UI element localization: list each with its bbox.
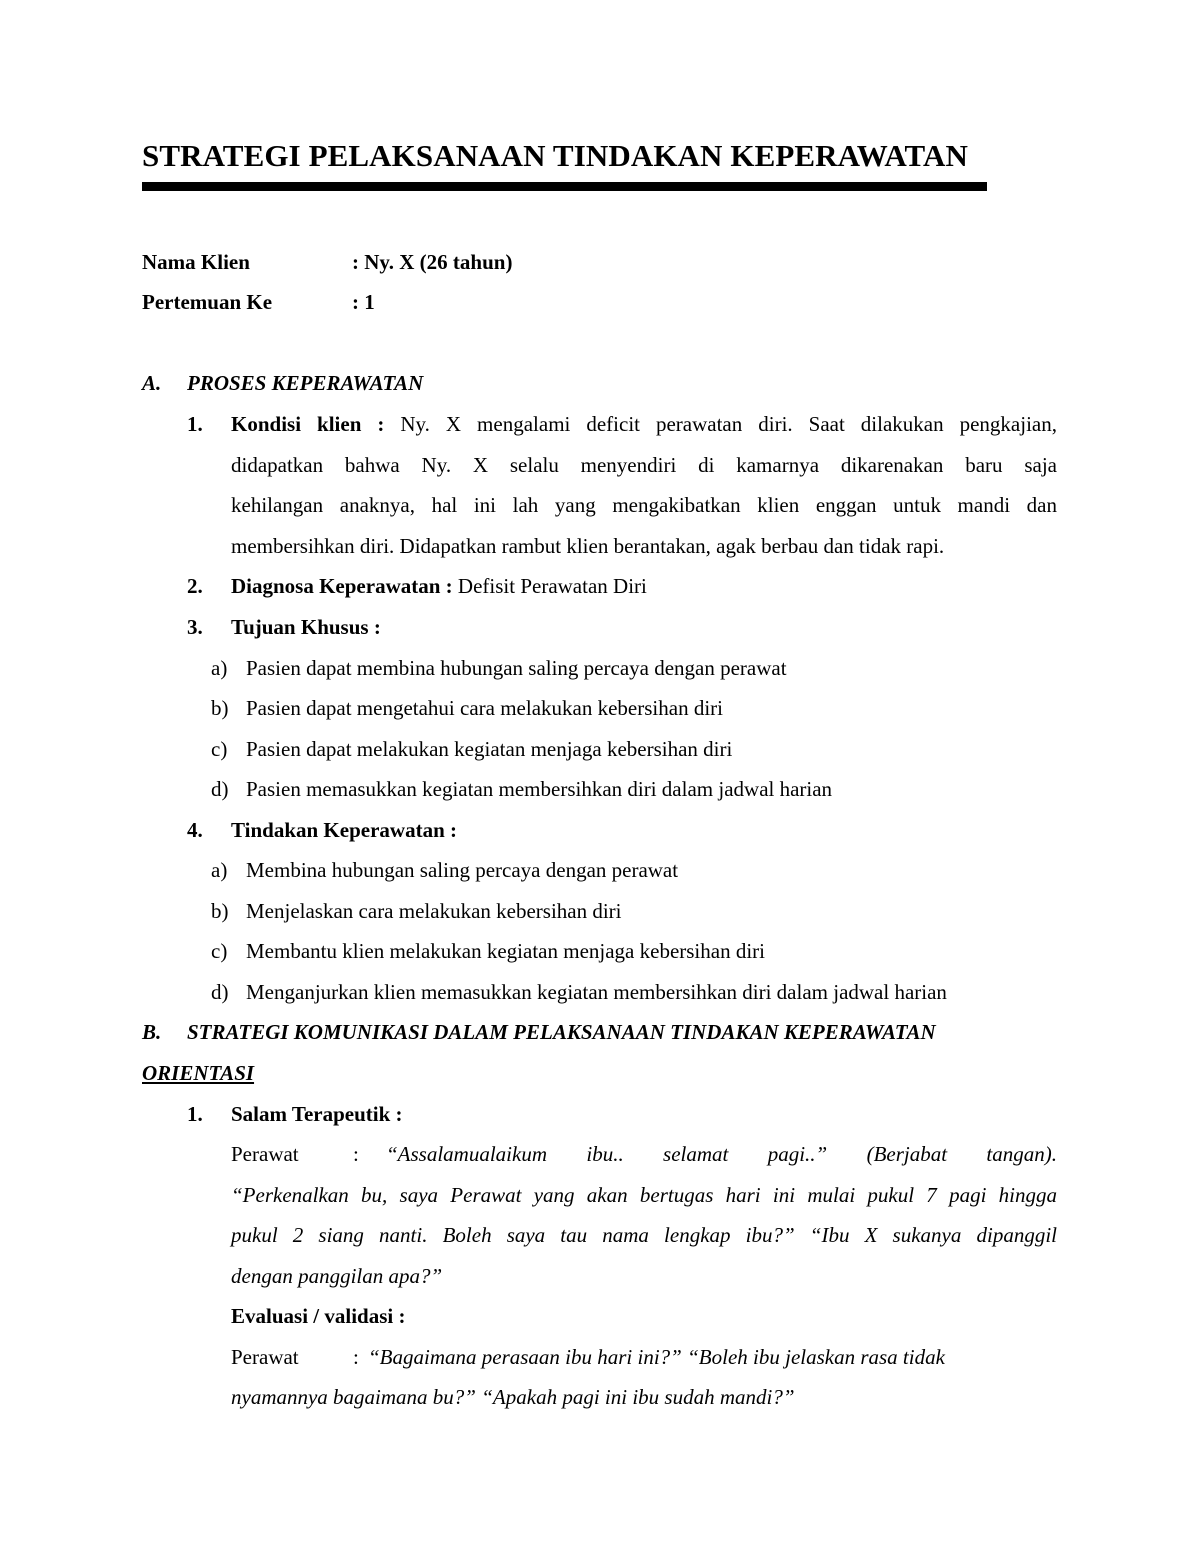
meeting-label: Pertemuan Ke (142, 290, 273, 314)
item-3b-text: Pasien dapat mengetahui cara melakukan kebersihan diri (246, 696, 723, 720)
meeting-value: : 1 (352, 290, 375, 314)
section-a-letter: A. (142, 371, 162, 395)
item-4a-text: Membina hubungan saling percaya dengan perawat (246, 858, 679, 882)
evaluasi-speaker: Perawat (231, 1345, 299, 1369)
item-3c-letter: c) (211, 737, 228, 761)
item-1-first-line (231, 410, 1057, 438)
item-3-label: Tujuan Khusus (231, 615, 369, 639)
evaluasi-label: Evaluasi / validasi (231, 1304, 394, 1328)
evaluasi-line-1: “Bagaimana perasaan ibu hari ini?” “Boleh ibu jelaskan rasa tidak (368, 1345, 945, 1369)
item-4c-text: Membantu klien melakukan kegiatan menjaga kebersihan diri (246, 939, 765, 963)
b-item-1-separator: : (390, 1102, 403, 1126)
page-title: STRATEGI PELAKSANAAN TINDAKAN KEPERAWATAN (142, 138, 969, 173)
item-1-number: 1. (187, 412, 203, 436)
evaluasi-line-2: nyamannya bagaimana bu?” “Apakah pagi ini ibu sudah mandi?” (231, 1385, 795, 1409)
item-3-separator: : (368, 615, 381, 639)
item-3-heading (231, 613, 381, 641)
item-2-line (231, 572, 647, 600)
b-item-1-number: 1. (187, 1102, 203, 1126)
item-2-separator: : (440, 574, 458, 598)
item-4-number: 4. (187, 818, 203, 842)
item-4c-letter: c) (211, 939, 228, 963)
b-item-1-label: Salam Terapeutik (231, 1102, 391, 1126)
b-item-1-heading (231, 1100, 403, 1128)
client-name-label: Nama Klien (142, 250, 250, 274)
item-4d-letter: d) (211, 980, 229, 1004)
title-underline-rule (142, 182, 987, 191)
section-a-heading: PROSES KEPERAWATAN (187, 371, 424, 395)
evaluasi-colon: : (353, 1345, 359, 1369)
item-3a-letter: a) (211, 656, 228, 680)
item-3a-text: Pasien dapat membina hubungan saling percaya dengan perawat (246, 656, 787, 680)
item-1-label: Kondisi klien (231, 412, 362, 436)
item-4d-text: Menganjurkan klien memasukkan kegiatan membersihkan diri dalam jadwal harian (246, 980, 947, 1004)
section-b-heading: STRATEGI KOMUNIKASI DALAM PELAKSANAAN TINDAKAN KEPERAWATAN (187, 1020, 936, 1044)
client-name-value: : Ny. X (26 tahun) (352, 250, 513, 274)
item-4-label: Tindakan Keperawatan (231, 818, 445, 842)
evaluasi-heading (231, 1302, 405, 1330)
orientasi-subheading: ORIENTASI (142, 1061, 255, 1085)
item-2-text: Defisit Perawatan Diri (457, 574, 647, 598)
item-1-line-2: didapatkan bahwa Ny. X selalu menyendiri di kamarnya dikarenakan baru saja (231, 453, 1057, 477)
item-3d-letter: d) (211, 777, 229, 801)
salam-line-1: “Assalamualaikum ibu.. selamat pagi..” (Berjabat tangan). (386, 1142, 1057, 1166)
item-4-heading (231, 816, 457, 844)
salam-line-2: “Perkenalkan bu, saya Perawat yang akan bertugas hari ini mulai pukul 7 pagi hingga (231, 1183, 1057, 1207)
item-3b-letter: b) (211, 696, 229, 720)
salam-line-3: pukul 2 siang nanti. Boleh saya tau nama lengkap ibu?” “Ibu X sukanya dipanggil (231, 1223, 1057, 1247)
section-b-letter: B. (142, 1020, 162, 1044)
item-3c-text: Pasien dapat melakukan kegiatan menjaga kebersihan diri (246, 737, 733, 761)
item-3-number: 3. (187, 615, 203, 639)
item-3d-text: Pasien memasukkan kegiatan membersihkan diri dalam jadwal harian (246, 777, 833, 801)
item-4b-letter: b) (211, 899, 229, 923)
item-1-line-4: membersihkan diri. Didapatkan rambut klien berantakan, agak berbau dan tidak rapi. (231, 534, 945, 558)
item-2-label: Diagnosa Keperawatan (231, 574, 441, 598)
item-1-line-3: kehilangan anaknya, hal ini lah yang mengakibatkan klien enggan untuk mandi dan (231, 493, 1057, 517)
item-4b-text: Menjelaskan cara melakukan kebersihan diri (246, 899, 622, 923)
item-2-number: 2. (187, 574, 203, 598)
item-1-line-1: Ny. X mengalami deficit perawatan diri. Saat dilakukan pengkajian, (400, 412, 1057, 436)
salam-speaker: Perawat (231, 1142, 299, 1166)
salam-colon: : (353, 1142, 359, 1166)
item-4-separator: : (444, 818, 457, 842)
salam-line-4: dengan panggilan apa?” (231, 1264, 443, 1288)
item-4a-letter: a) (211, 858, 228, 882)
item-1-separator: : (361, 412, 401, 436)
evaluasi-separator: : (393, 1304, 406, 1328)
